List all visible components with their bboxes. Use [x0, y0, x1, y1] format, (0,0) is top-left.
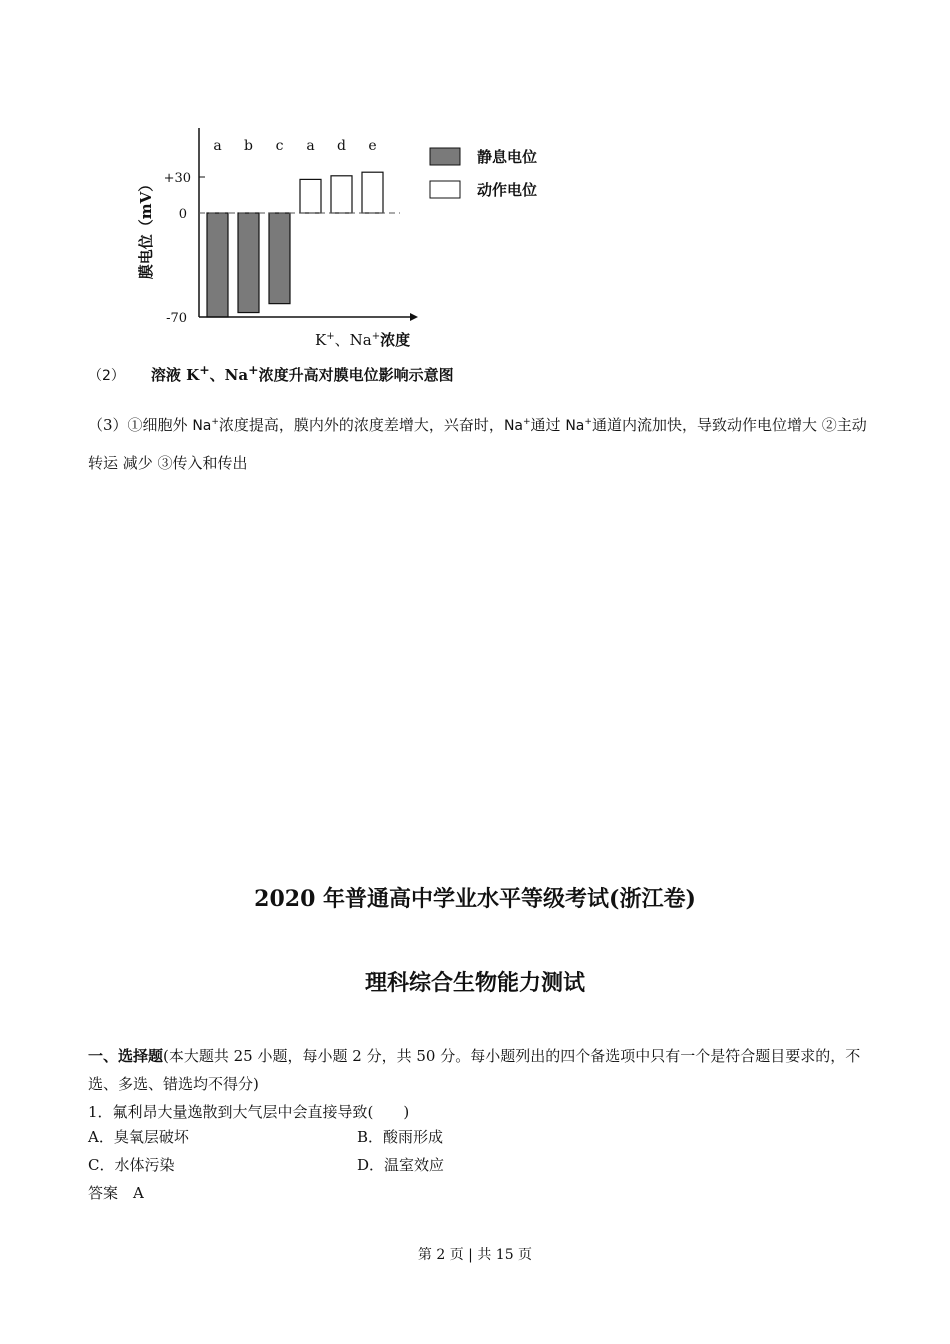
question-1-answer: 答案 A [88, 1184, 144, 1202]
page-footer: 第 2 页 | 共 15 页 [417, 1247, 533, 1263]
category-label-2: c [275, 138, 284, 154]
category-labels [213, 138, 376, 154]
answer-part3: （3）①细胞外 Na+浓度提高，膜内外的浓度差增大，兴奋时，Na+通过 Na+通道内流加快，导致动作电位增大 ②主动转运 减少 ③传入和传出 [88, 416, 867, 472]
category-label-4: d [337, 138, 346, 154]
bars-group [207, 172, 383, 317]
legend-swatch-action [430, 181, 460, 198]
membrane-potential-figure [125, 120, 575, 360]
question-1-option-a: A．臭氧层破坏 [88, 1128, 189, 1146]
bar-rest-2 [269, 213, 290, 304]
ytick-label-plus30: +30 [163, 171, 191, 186]
y-axis-label: 膜电位（mV） [137, 176, 155, 280]
category-label-0: a [213, 138, 222, 154]
exam-subtitle: 理科综合生物能力测试 [364, 970, 585, 996]
section-heading [88, 1042, 868, 1098]
legend-swatch-rest [430, 148, 460, 165]
x-axis-arrow [410, 313, 418, 321]
figure-caption: 溶液 K+、Na+浓度升高对膜电位影响示意图 [150, 362, 454, 384]
bar-action-4 [331, 176, 352, 213]
question-1-stem: 1．氟利昂大量逸散到大气层中会直接导致( ) [88, 1103, 410, 1121]
x-axis-label: K+、Na+浓度 [315, 331, 411, 349]
section-instructions: (本大题共 25 小题，每小题 2 分，共 50 分。每小题列出的四个备选项中只有一个是符合题目要求的，不选、多选、错选均不得分) [88, 1047, 861, 1093]
ytick-label-minus70: -70 [166, 311, 187, 326]
bar-action-5 [362, 172, 383, 213]
category-label-3: a [306, 138, 315, 154]
section-label: 一、选择题 [88, 1047, 164, 1065]
category-label-5: e [368, 138, 377, 154]
question-1-option-c: C．水体污染 [88, 1156, 175, 1174]
ytick-label-zero: 0 [178, 207, 187, 222]
bar-rest-1 [238, 213, 259, 313]
bar-rest-0 [207, 213, 228, 317]
question-1-option-b: B．酸雨形成 [357, 1128, 444, 1146]
exam-title: 2020 年普通高中学业水平等级考试(浙江卷) [254, 886, 696, 912]
legend-label-rest: 静息电位 [477, 148, 538, 166]
bar-action-3 [300, 179, 321, 213]
question-1-option-d: D．温室效应 [357, 1156, 445, 1174]
figure-number: （2） [88, 368, 125, 384]
legend-label-action: 动作电位 [477, 181, 538, 199]
figure-caption-line [88, 362, 454, 385]
category-label-1: b [244, 138, 253, 154]
